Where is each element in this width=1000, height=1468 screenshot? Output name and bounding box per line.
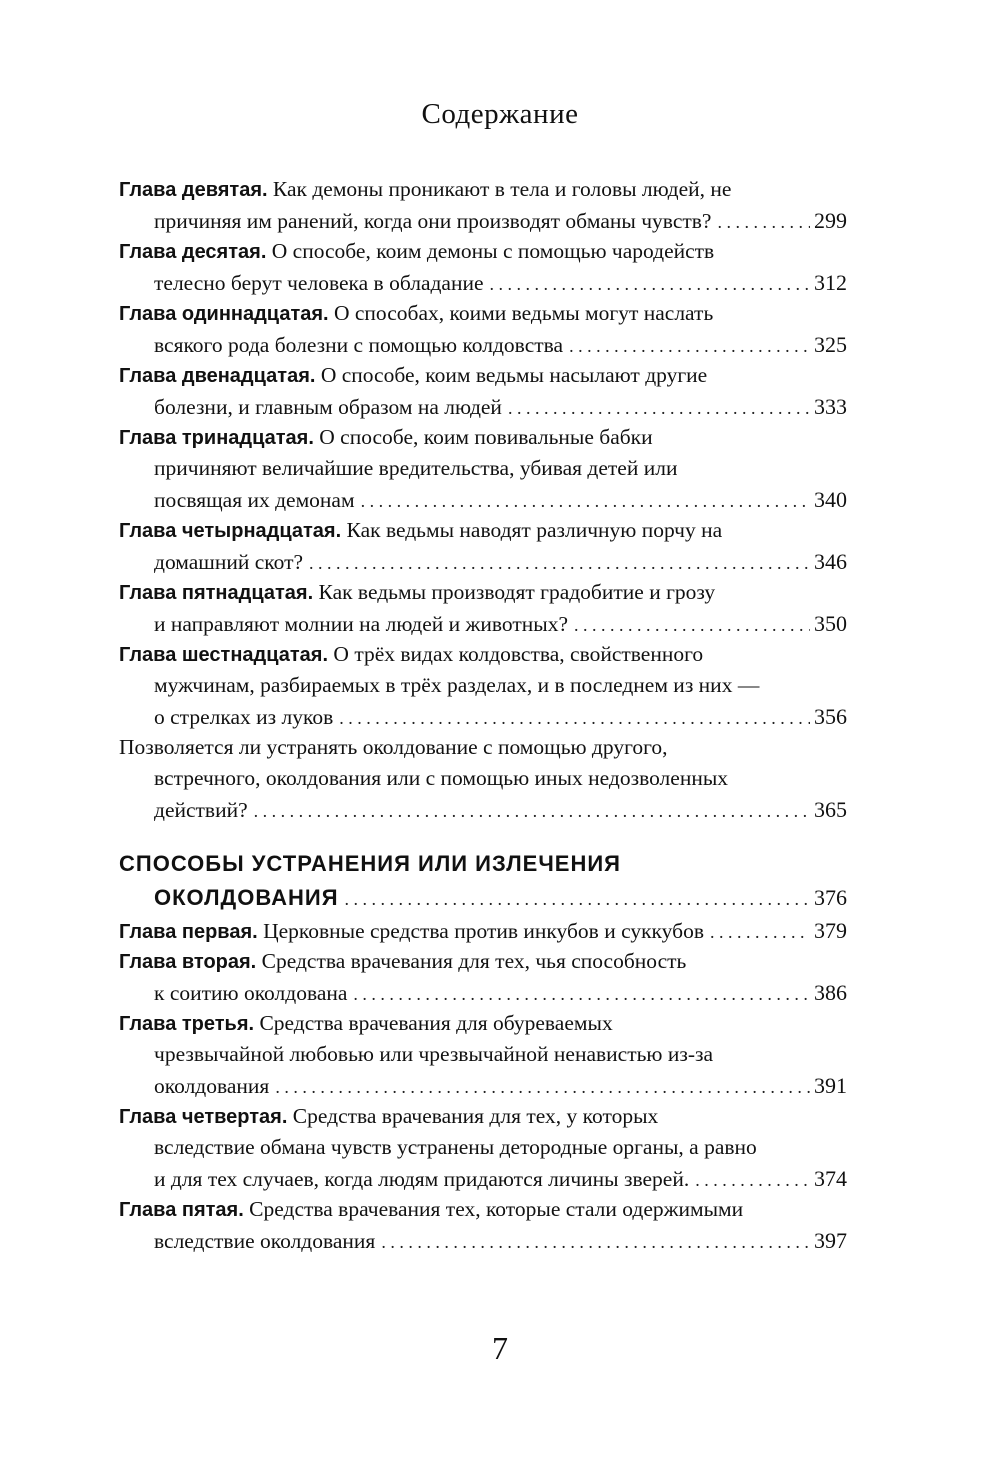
toc-entry [119, 298, 847, 360]
toc-entry [119, 422, 847, 515]
chapter-label: Глава тринадцатая. [119, 427, 314, 449]
toc-entry [119, 1008, 847, 1101]
entry-text: Средства врачевания для обуреваемых [259, 1011, 613, 1035]
leader-dots [275, 1072, 810, 1103]
leader-dots [710, 917, 810, 948]
leader-dots [381, 1227, 810, 1258]
leader-dots [695, 1165, 810, 1196]
page-number: 386 [814, 980, 847, 1005]
section-title-line-1: СПОСОБЫ УСТРАНЕНИЯ ИЛИ ИЗЛЕЧЕНИЯ [119, 851, 621, 876]
chapter-label: Глава десятая. [119, 241, 267, 263]
chapter-label: Глава четырнадцатая. [119, 520, 342, 542]
entry-text: и направляют молнии на людей и животных? [154, 612, 569, 636]
entry-text: Позволяется ли устранять околдование с помощью другого, [119, 735, 668, 759]
entry-text: околдования [154, 1074, 270, 1098]
leader-dots [361, 486, 810, 517]
leader-dots [569, 331, 810, 362]
entry-text: посвящая их демонам [154, 488, 355, 512]
toc-entry [119, 174, 847, 236]
leader-dots [717, 207, 810, 238]
entry-text: и для тех случаев, когда людям придаются личины зверей. [154, 1167, 690, 1191]
toc-entry [119, 915, 847, 946]
section-title-line-2: ОКОЛДОВАНИЯ [154, 885, 339, 910]
entry-text: причиняют величайшие вредительства, убивая детей или [154, 456, 678, 480]
table-of-contents [119, 174, 847, 1256]
leader-dots [345, 882, 810, 916]
entry-text: домашний скот? [154, 550, 304, 574]
toc-entry [119, 639, 847, 732]
entry-text: Как ведьмы наводят различную порчу на [346, 518, 723, 542]
entry-text: Как демоны проникают в тела и головы людей, не [272, 177, 732, 201]
entry-text: Средства врачевания тех, которые стали одержимыми [249, 1197, 744, 1221]
page-number: 379 [814, 918, 847, 943]
page-number: 299 [814, 208, 847, 233]
page-number: 376 [814, 885, 847, 910]
entry-text: чрезвычайной любовью или чрезвычайной ненавистью из-за [154, 1042, 714, 1066]
entry-text: вследствие околдования [154, 1229, 376, 1253]
leader-dots [353, 979, 810, 1010]
page-title: Содержание [421, 98, 579, 130]
leader-dots [254, 796, 810, 827]
entry-text: О способах, коими ведьмы могут наслать [333, 301, 714, 325]
chapter-label: Глава двенадцатая. [119, 365, 316, 387]
entry-text: действий? [154, 798, 248, 822]
leader-dots [508, 393, 810, 424]
entry-text: О способе, коим демоны с помощью чародейств [271, 239, 715, 263]
entry-text: Церковные средства против инкубов и суккубов [263, 919, 704, 943]
page-number: 350 [814, 611, 847, 636]
page-number: 333 [814, 394, 847, 419]
toc-entry [119, 946, 847, 1008]
entry-text: о стрелках из луков [154, 705, 334, 729]
entry-text: вследствие обмана чувств устранены детородные органы, а равно [154, 1135, 757, 1159]
entry-text: О способе, коим ведьмы насылают другие [320, 363, 708, 387]
entry-text: мужчинам, разбираемых в трёх разделах, и в последнем из них — [154, 673, 760, 697]
toc-entry [119, 236, 847, 298]
toc-group-chapters [119, 174, 847, 825]
toc-group-remedies [119, 915, 847, 1256]
chapter-label: Глава вторая. [119, 951, 257, 973]
chapter-label: Глава пятая. [119, 1199, 244, 1221]
toc-section-heading [119, 847, 847, 915]
entry-text: всякого рода болезни с помощью колдовства [154, 333, 564, 357]
chapter-label: Глава четвертая. [119, 1106, 288, 1128]
leader-dots [574, 610, 810, 641]
toc-entry [119, 577, 847, 639]
entry-text: к соитию околдована [154, 981, 348, 1005]
toc-entry [119, 1194, 847, 1256]
chapter-label: Глава одиннадцатая. [119, 303, 329, 325]
chapter-label: Глава шестнадцатая. [119, 644, 329, 666]
entry-text: Как ведьмы производят градобитие и грозу [318, 580, 716, 604]
entry-text: О способе, коим повивальные бабки [319, 425, 653, 449]
chapter-label: Глава третья. [119, 1013, 255, 1035]
toc-entry [119, 515, 847, 577]
page-folio: 7 [492, 1330, 508, 1366]
entry-text: О трёх видах колдовства, свойственного [333, 642, 704, 666]
page-number: 365 [814, 797, 847, 822]
leader-dots [309, 548, 810, 579]
page-number: 312 [814, 270, 847, 295]
toc-entry [119, 732, 847, 825]
page-number: 397 [814, 1228, 847, 1253]
entry-text: болезни, и главным образом на людей [154, 395, 502, 419]
toc-entry [119, 360, 847, 422]
chapter-label: Глава пятнадцатая. [119, 582, 314, 604]
page-number: 346 [814, 549, 847, 574]
page-number: 325 [814, 332, 847, 357]
entry-text: Средства врачевания для тех, у которых [292, 1104, 659, 1128]
leader-dots [339, 703, 810, 734]
toc-entry [119, 1101, 847, 1194]
page-number: 356 [814, 704, 847, 729]
page-number: 340 [814, 487, 847, 512]
entry-text: причиняя им ранений, когда они производят обманы чувств? [154, 209, 712, 233]
section-gap [119, 825, 847, 847]
chapter-label: Глава девятая. [119, 179, 268, 201]
leader-dots [490, 269, 810, 300]
page-number: 391 [814, 1073, 847, 1098]
chapter-label: Глава первая. [119, 921, 258, 943]
entry-text: встречного, околдования или с помощью иных недозволенных [154, 766, 729, 790]
entry-text: телесно берут человека в обладание [154, 271, 484, 295]
page-number: 374 [814, 1166, 847, 1191]
entry-text: Средства врачевания для тех, чья способность [261, 949, 687, 973]
